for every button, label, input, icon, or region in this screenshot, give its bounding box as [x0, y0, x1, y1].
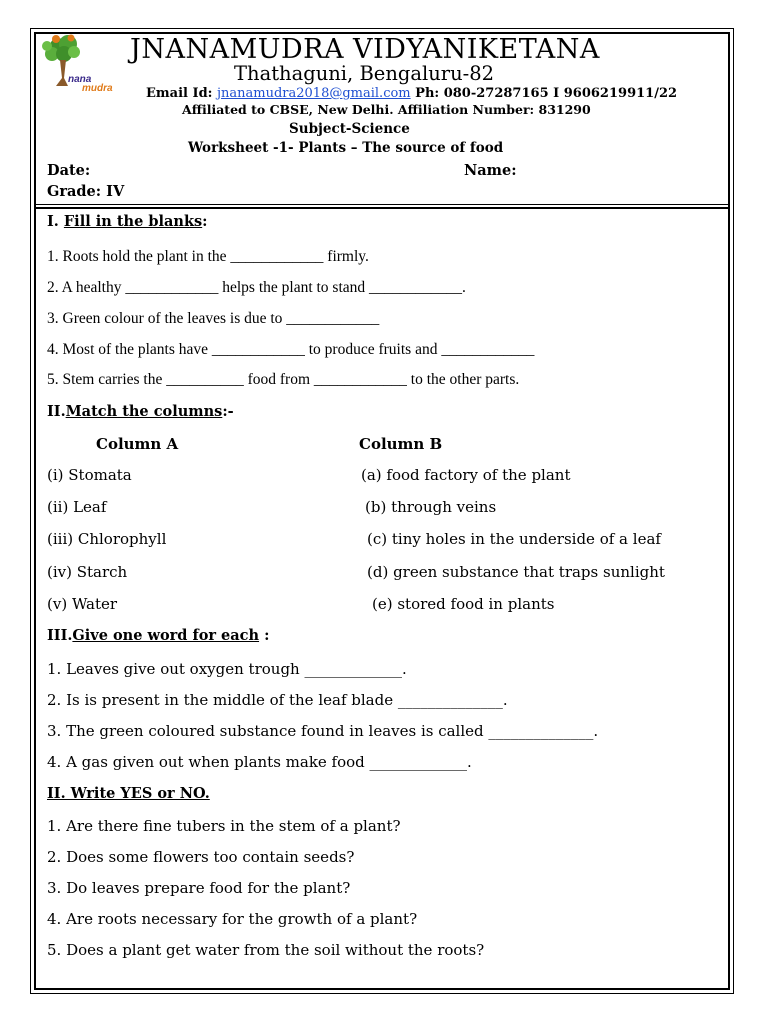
column-b-item: (a) food factory of the plant	[361, 466, 571, 484]
fill-blank-item: 5. Stem carries the __________ food from ____________ to the other parts.	[47, 371, 520, 388]
email-label: Email Id:	[146, 86, 217, 101]
section-match-heading: II.Match the columns:-	[47, 403, 234, 420]
section-fill-blanks-heading: I. Fill in the blanks:	[47, 213, 208, 230]
yes-no-item: 3. Do leaves prepare food for the plant?	[47, 879, 351, 897]
fill-blank-item: 4. Most of the plants have ____________ to produce fruits and ____________	[47, 341, 535, 358]
date-label: Date:	[47, 162, 91, 179]
svg-text:nana: nana	[68, 74, 92, 85]
column-b-item: (d) green substance that traps sunlight	[367, 563, 665, 581]
yes-no-item: 5. Does a plant get water from the soil without the roots?	[47, 941, 485, 959]
one-word-item: 2. Is is present in the middle of the leaf blade ______________.	[47, 691, 508, 709]
grade-label: Grade: IV	[47, 183, 125, 200]
fill-blank-item: 2. A healthy ____________ helps the plant to stand ____________.	[47, 279, 466, 296]
column-a-item: (iii) Chlorophyll	[47, 530, 167, 548]
school-logo	[38, 34, 118, 94]
email-link[interactable]: jnanamudra2018@gmail.com	[217, 86, 411, 101]
column-b-header: Column B	[359, 435, 443, 453]
one-word-item: 3. The green coloured substance found in leaves is called ______________.	[47, 722, 599, 740]
yes-no-item: 2. Does some flowers too contain seeds?	[47, 848, 355, 866]
fill-blank-item: 3. Green colour of the leaves is due to ____________	[47, 310, 380, 327]
school-name: JNANAMUDRA VIDYANIKETANA	[130, 34, 600, 65]
column-b-item: (e) stored food in plants	[372, 595, 555, 613]
section-one-word-heading: III.Give one word for each :	[47, 627, 270, 644]
header-divider	[36, 207, 728, 209]
name-label: Name:	[464, 162, 517, 179]
contact-line	[146, 86, 677, 101]
one-word-item: 1. Leaves give out oxygen trough _____________.	[47, 660, 407, 678]
subject-title: Subject-Science	[289, 121, 410, 137]
column-a-item: (ii) Leaf	[47, 498, 107, 516]
column-b-item: (b) through veins	[365, 498, 497, 516]
worksheet-title: Worksheet -1- Plants – The source of food	[188, 140, 504, 156]
affiliation-line: Affiliated to CBSE, New Delhi. Affiliation Number: 831290	[182, 102, 591, 117]
yes-no-item: 1. Are there fine tubers in the stem of a plant?	[47, 817, 401, 835]
phone-numbers: Ph: 080-27287165 I 9606219911/22	[410, 86, 678, 101]
header-divider-thin	[36, 204, 728, 205]
section-yes-no-heading: II. Write YES or NO.	[47, 785, 210, 802]
column-a-header: Column A	[96, 435, 179, 453]
one-word-item: 4. A gas given out when plants make food _____________.	[47, 753, 472, 771]
column-a-item: (v) Water	[47, 595, 118, 613]
column-a-item: (i) Stomata	[47, 466, 132, 484]
yes-no-item: 4. Are roots necessary for the growth of a plant?	[47, 910, 418, 928]
fill-blank-item: 1. Roots hold the plant in the ____________ firmly.	[47, 248, 369, 265]
school-location: Thathaguni, Bengaluru-82	[234, 62, 495, 85]
svg-text:mudra: mudra	[82, 83, 113, 94]
column-a-item: (iv) Starch	[47, 563, 128, 581]
column-b-item: (c) tiny holes in the underside of a leaf	[367, 530, 661, 548]
